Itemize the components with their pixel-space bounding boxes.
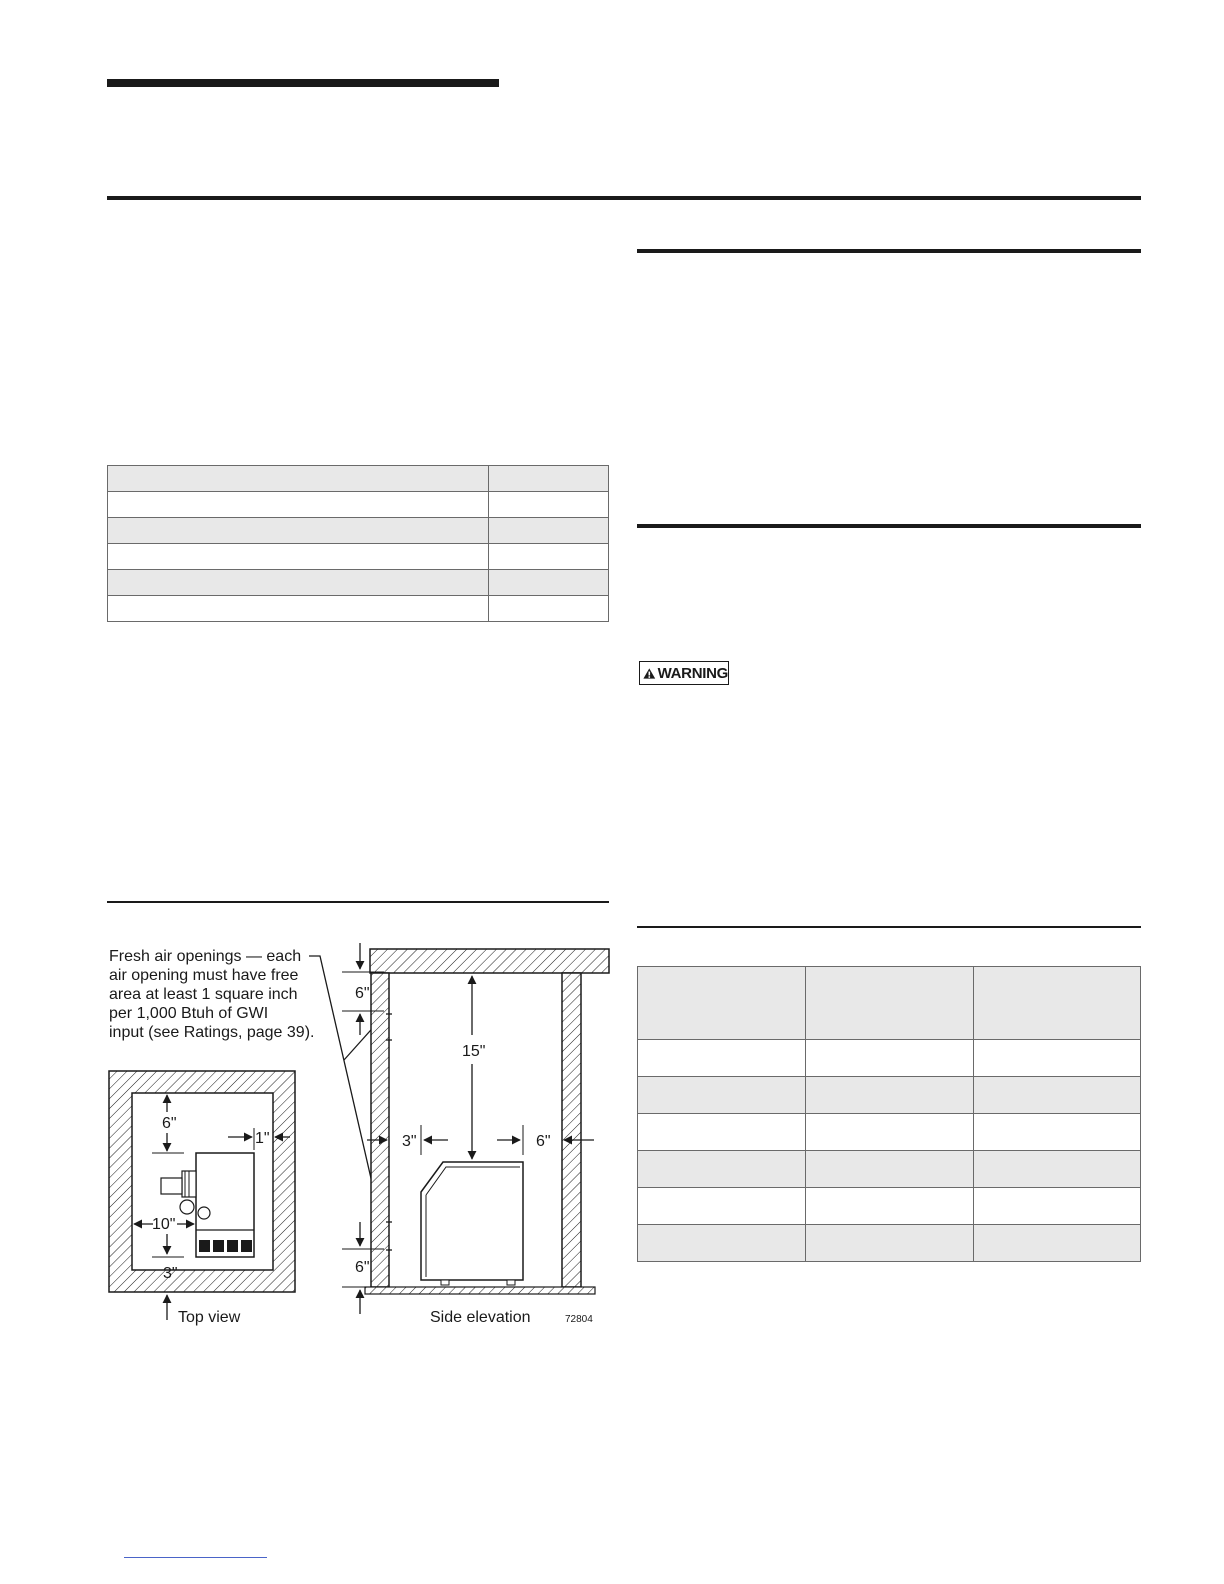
fresh-air-callout [109,948,314,1041]
table-row [638,1188,1141,1225]
side-elevation [342,943,609,1326]
side-elevation-label: Side elevation [430,1309,531,1326]
table-row [638,1040,1141,1077]
table-header-row [638,967,1141,1040]
warning-label: WARNING [657,664,728,682]
table-row [108,544,609,570]
top-view-dim-top: 6" [162,1115,177,1132]
side-dim-front: 6" [536,1133,551,1150]
table-row [108,518,609,544]
clearance-figure [100,930,620,1340]
top-view-label: Top view [178,1309,241,1326]
callout-leader [309,956,381,1222]
top-view-dim-bottom: 3" [163,1265,178,1282]
callout-line-1: Fresh air openings — each [109,948,302,965]
right-table [637,966,1141,1262]
table-row [108,466,609,492]
figure-number: 72804 [565,1314,593,1325]
callout-line-2: air opening must have free [109,967,299,984]
callout-line-5: input (see Ratings, page 39). [109,1024,315,1041]
callout-line-4: per 1,000 Btuh of GWI [109,1005,269,1022]
section-rule-right-2 [637,524,1141,528]
boiler-side-view [421,1162,523,1280]
table-row [638,1114,1141,1151]
section-rule-right-3 [637,926,1141,928]
side-dim-back: 3" [402,1133,417,1150]
side-dim-top: 15" [462,1043,486,1060]
table-row [108,596,609,622]
top-view [109,1071,295,1326]
footer-link-underline [124,1557,267,1558]
header-rule [107,196,1141,200]
header-bar [107,79,499,87]
table-row [638,1151,1141,1188]
callout-line-3: area at least 1 square inch [109,986,298,1003]
table-row [108,492,609,518]
top-view-dim-right: 1" [255,1130,270,1147]
top-view-dim-left: 10" [152,1216,176,1233]
side-dim-upper-opening: 6" [355,985,370,1002]
side-dim-lower-opening: 6" [355,1259,370,1276]
table-row [638,1225,1141,1262]
table-row [108,570,609,596]
table-row [638,1077,1141,1114]
left-table [107,465,609,622]
section-rule-left [107,901,609,903]
warning-triangle-icon [643,666,656,681]
section-rule-right-1 [637,249,1141,253]
warning-badge [639,661,729,685]
